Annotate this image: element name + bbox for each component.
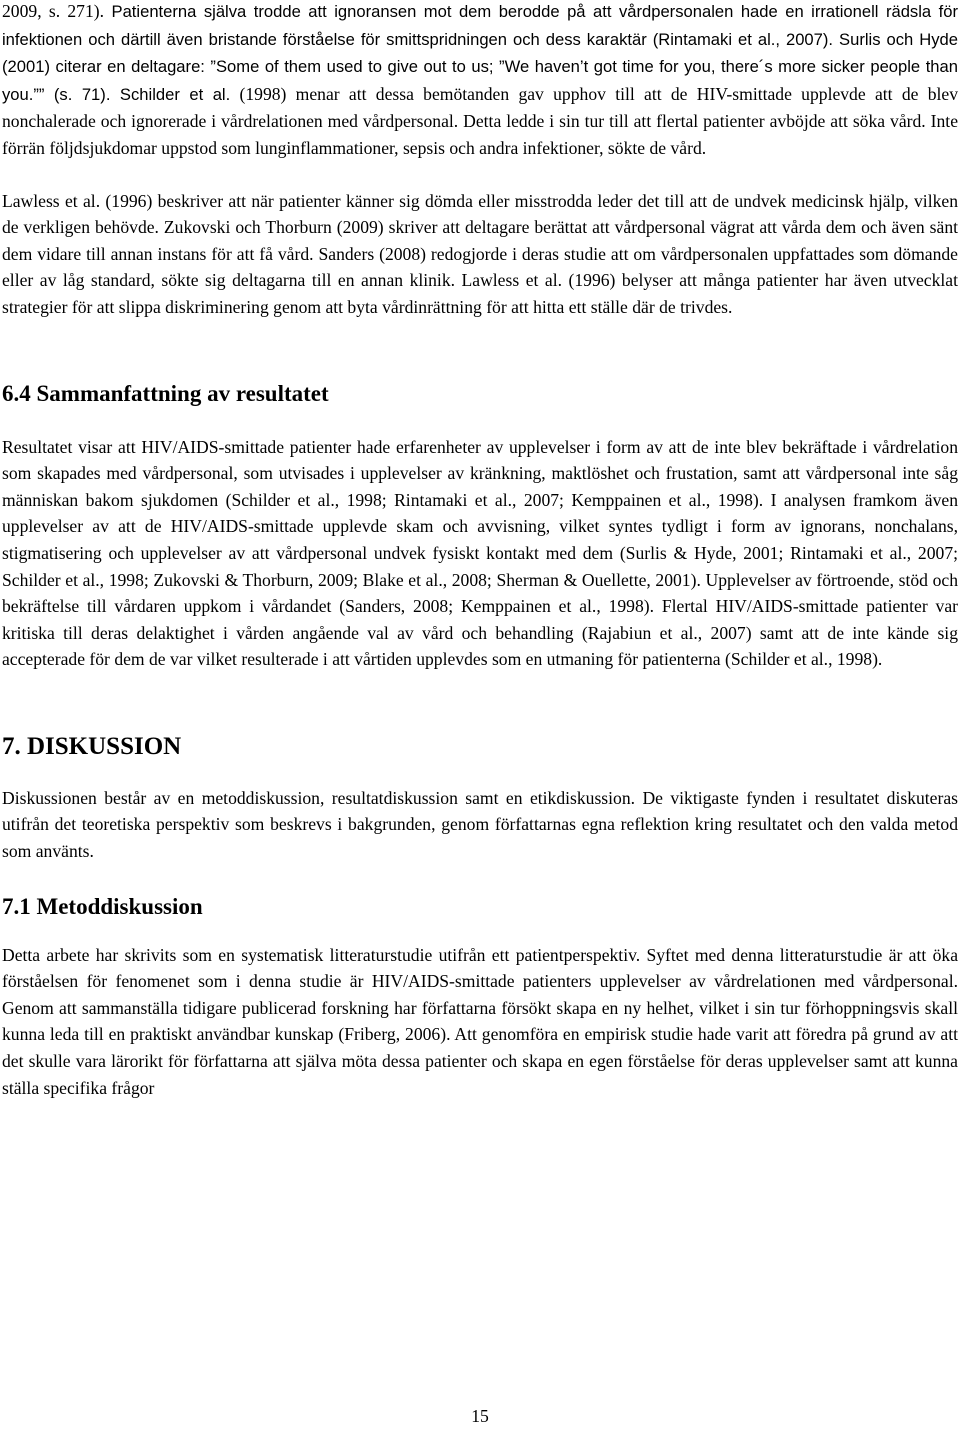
paragraph-lawless: Lawless et al. (1996) beskriver att när patienter känner sig dömda eller misstrodda leder det till att de undvek medicinsk hjälp, vilken de verkligen behövde. Zukovski och Thorburn (2009) skriver att deltagare berättat att vårdpersonal vägrat att vårda dem och även sänt dem vidare till annan instans för att få vård. Sanders (2008) redogjorde i deras studie att om vårdpersonalen uppfattades som dömande eller av låg standard, sökte sig deltagarna till en annan klinik. Lawless et al. (1996) belyser att många patienter har även utvecklat strategier för att slippa diskriminering genom att byta vårdinrättning för att hitta ett ställe där de trivdes. [2,190,958,317]
heading-metoddiskussion: 7.1 Metoddiskussion [2,893,203,919]
document-page [2,0,958,1101]
paragraph-diskussion: Diskussionen består av en metoddiskussion, resultatdiskussion samt en etikdiskussion. De viktigaste fynden i resultatet diskuteras utifrån det teoretiska perspektiv som beskrevs i bakgrunden, genom författarnas egna reflektion kring resultatet och den valda metod som använts. [2,787,958,862]
paragraph-intro-tail: (1998) menar att dessa bemötanden gav upphov till att de HIV-smittade upplevde att de blev nonchalerade och ignorerade i vårdrelationen med vårdpersonal. Detta ledde i sin tur till att flertal patienter avböjde att söka vård. Inte förrän följdsjukdomar uppstod som lunginflammationer, sepsis och andra infektioner, sökte de vård. [2,83,958,158]
paragraph-intro [2,0,958,162]
heading-sammanfattning: 6.4 Sammanfattning av resultatet [2,380,329,406]
paragraph-intro-lead: 2009, s. 271). [2,1,105,21]
paragraph-intro-sans: Patienterna själva trodde att ignoransen mot dem berodde på att vårdpersonalen hade en irrationell rädsla för infektionen och därtill även bristande förståelse för smittspridningen och dess karaktär (Rintamaki et al., 2007). Surlis och Hyde (2001) citerar en deltagare: ”Some of them used to give out to us; ”We haven’t got time for you, there´s more sicker people than you.”” (s. 71). Schilder et al. [2,2,958,104]
page-number: 15 [471,1406,489,1426]
paragraph-sammanfattning: Resultatet visar att HIV/AIDS-smittade patienter hade erfarenheter av upplevelser i form av att de inte blev bekräftade i vårdrelation som skapades med vårdpersonal, som utvisades i upplevelser av kränkning, maktlöshet och frustation, samt att vårdpersonal inte såg människan bakom sjukdomen (Schilder et al., 1998; Rintamaki et al., 2007; Kemppainen et al., 1998). I analysen framkom även upplevelser av att de HIV/AIDS-smittade upplevde skam och avvisning, vilket syntes tydligt i form av ignorans, nonchalans, stigmatisering och upplevelser av att vårdpersonal undvek fysiskt kontakt med dem (Surlis & Hyde, 2001; Rintamaki et al., 2007; Schilder et al., 1998; Zukovski & Thorburn, 2009; Blake et al., 2008; Sherman & Ouellette, 2001). Upplevelser av förtroende, stöd och bekräftelse till vårdaren uppkom i vårdandet (Sanders, 2008; Kemppainen et al., 1998). Flertal HIV/AIDS-smittade patienter var kritiska till deras delaktighet i vården angående val av vård och behandling (Rajabiun et al., 2007) samt att de inte kände sig accepterade för dem de var vilket resulterade i att vårtiden upplevdes som en utmaning för patienterna (Schilder et al., 1998). [2,436,958,670]
paragraph-metoddiskussion: Detta arbete har skrivits som en systematisk litteraturstudie utifrån ett patientperspektiv. Syftet med denna litteraturstudie är att öka förståelsen för fenomenet som i denna studie är HIV/AIDS-smittade patienters upplevelser av vårdrelationen med vårdpersonal. Genom att sammanställa tidigare publicerad forskning har författarna försökt skapa en ny helhet, vilket i sin tur förhoppningsvis skall kunna leda till en praktiskt användbar kunskap (Friberg, 2006). Att genomföra en empirisk studie hade varit att föredra på grund av att det skulle vara lärorikt för författarna att själva möta dessa patienter och skapa en egen förståelse för deras upplevelser samt att kunna ställa specifika frågor [2,944,958,1098]
heading-diskussion: 7. DISKUSSION [2,732,182,760]
